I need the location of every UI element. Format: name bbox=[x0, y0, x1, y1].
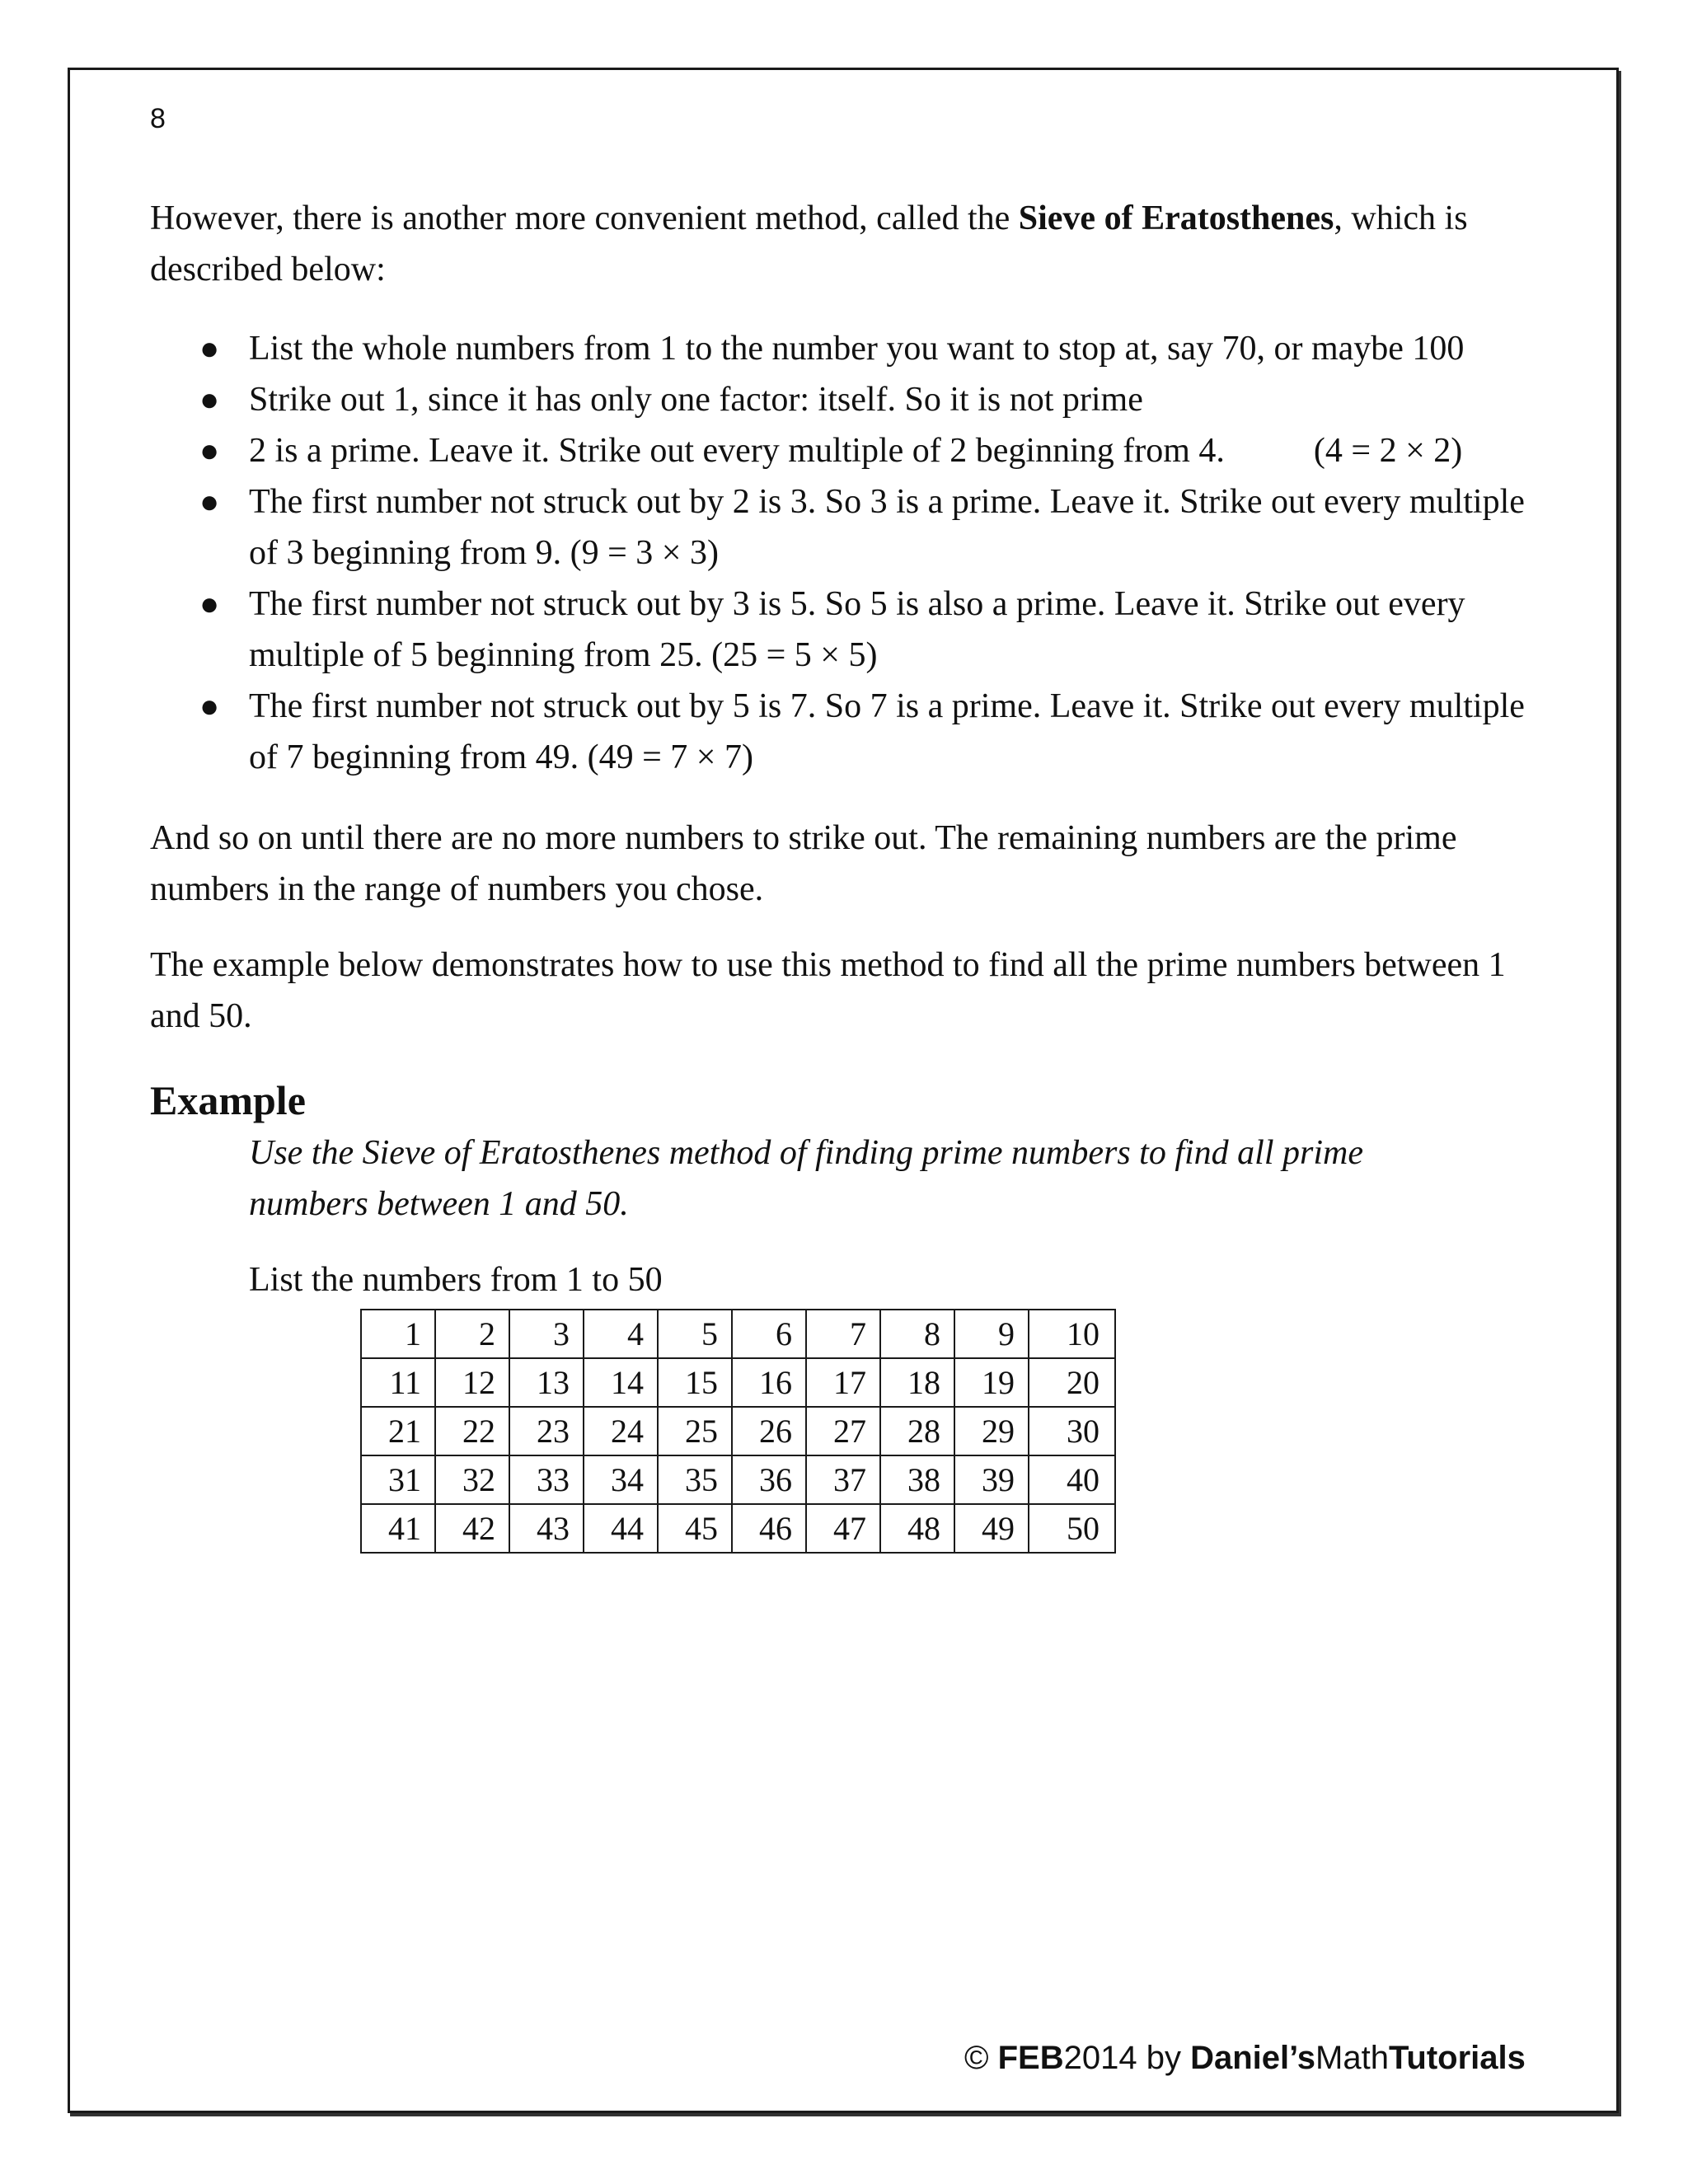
table-row bbox=[361, 1358, 1115, 1407]
footer-by: by bbox=[1146, 2040, 1181, 2076]
grid-cell: 31 bbox=[361, 1455, 435, 1504]
bullet-icon: ● bbox=[199, 687, 220, 724]
grid-cell: 22 bbox=[435, 1407, 509, 1455]
grid-cell: 45 bbox=[658, 1504, 732, 1553]
grid-cell: 47 bbox=[806, 1504, 880, 1553]
bullet-icon: ● bbox=[199, 432, 220, 469]
step-text: The first number not struck out by 2 is 3. So 3 is a prime. Leave it. Strike out every multiple of 3 beginning from 9. (9 = 3 × 3) bbox=[249, 483, 1525, 572]
list-item bbox=[150, 374, 1543, 425]
grid-cell: 25 bbox=[658, 1407, 732, 1455]
list-item bbox=[150, 425, 1543, 476]
bullet-icon: ● bbox=[199, 381, 220, 418]
grid-cell: 32 bbox=[435, 1455, 509, 1504]
grid-cell: 18 bbox=[880, 1358, 954, 1407]
footer-year: 2014 bbox=[1063, 2040, 1137, 2076]
list-item bbox=[150, 476, 1543, 579]
step-3-equation: (4 = 2 × 2) bbox=[1313, 432, 1463, 470]
table-row bbox=[361, 1407, 1115, 1455]
list-item bbox=[150, 681, 1543, 783]
method-steps-list bbox=[150, 323, 1543, 783]
grid-cell: 50 bbox=[1029, 1504, 1115, 1553]
grid-cell: 37 bbox=[806, 1455, 880, 1504]
copyright-footer bbox=[964, 2037, 1526, 2079]
grid-cell: 24 bbox=[584, 1407, 658, 1455]
grid-cell: 9 bbox=[954, 1310, 1029, 1358]
grid-cell: 34 bbox=[584, 1455, 658, 1504]
grid-cell: 38 bbox=[880, 1455, 954, 1504]
step-text: Strike out 1, since it has only one factor: itself. So it is not prime bbox=[249, 381, 1143, 419]
grid-cell: 12 bbox=[435, 1358, 509, 1407]
step-text: List the whole numbers from 1 to the number you want to stop at, say 70, or maybe 100 bbox=[249, 330, 1465, 368]
grid-cell: 4 bbox=[584, 1310, 658, 1358]
grid-cell: 46 bbox=[732, 1504, 806, 1553]
list-item bbox=[150, 579, 1543, 681]
bullet-icon: ● bbox=[199, 585, 220, 622]
grid-cell: 43 bbox=[509, 1504, 584, 1553]
example-prompt: Use the Sieve of Eratosthenes method of finding prime numbers to find all prime numbers between 1 and 50. bbox=[249, 1134, 1363, 1223]
grid-cell: 13 bbox=[509, 1358, 584, 1407]
step-text bbox=[249, 425, 1543, 476]
grid-cell: 29 bbox=[954, 1407, 1029, 1455]
grid-cell: 1 bbox=[361, 1310, 435, 1358]
list-label: List the numbers from 1 to 50 bbox=[249, 1261, 663, 1299]
grid-cell: 16 bbox=[732, 1358, 806, 1407]
grid-cell: 10 bbox=[1029, 1310, 1115, 1358]
grid-cell: 21 bbox=[361, 1407, 435, 1455]
copyright-icon: © bbox=[964, 2040, 989, 2076]
list-item bbox=[150, 323, 1543, 374]
footer-author: Daniel’s bbox=[1190, 2040, 1316, 2076]
grid-cell: 11 bbox=[361, 1358, 435, 1407]
grid-cell: 30 bbox=[1029, 1407, 1115, 1455]
grid-cell: 8 bbox=[880, 1310, 954, 1358]
grid-cell: 35 bbox=[658, 1455, 732, 1504]
example-heading: Example bbox=[150, 1077, 306, 1123]
grid-cell: 6 bbox=[732, 1310, 806, 1358]
grid-cell: 44 bbox=[584, 1504, 658, 1553]
grid-cell: 42 bbox=[435, 1504, 509, 1553]
grid-cell: 27 bbox=[806, 1407, 880, 1455]
table-row bbox=[361, 1504, 1115, 1553]
example-intro-paragraph: The example below demonstrates how to use this method to find all the prime numbers between 1 and 50. bbox=[150, 946, 1506, 1035]
grid-cell: 28 bbox=[880, 1407, 954, 1455]
grid-cell: 26 bbox=[732, 1407, 806, 1455]
bullet-icon: ● bbox=[199, 483, 220, 520]
step-text: The first number not struck out by 5 is 7. So 7 is a prime. Leave it. Strike out every multiple of 7 beginning from 49. (49 = 7 × 7) bbox=[249, 687, 1525, 776]
method-name: Sieve of Eratosthenes bbox=[1018, 199, 1334, 237]
grid-cell: 49 bbox=[954, 1504, 1029, 1553]
page-content bbox=[150, 193, 1543, 1554]
grid-cell: 23 bbox=[509, 1407, 584, 1455]
table-row bbox=[361, 1455, 1115, 1504]
grid-cell: 3 bbox=[509, 1310, 584, 1358]
grid-cell: 48 bbox=[880, 1504, 954, 1553]
numbers-grid bbox=[360, 1309, 1116, 1554]
grid-cell: 5 bbox=[658, 1310, 732, 1358]
grid-cell: 14 bbox=[584, 1358, 658, 1407]
intro-text-before: However, there is another more convenient method, called the bbox=[150, 199, 1019, 237]
footer-math: Math bbox=[1315, 2040, 1389, 2076]
grid-cell: 7 bbox=[806, 1310, 880, 1358]
grid-cell: 36 bbox=[732, 1455, 806, 1504]
grid-cell: 20 bbox=[1029, 1358, 1115, 1407]
step-text: The first number not struck out by 3 is 5. So 5 is also a prime. Leave it. Strike out every multiple of 5 beginning from 25. (25 = 5 × 5) bbox=[249, 585, 1465, 674]
grid-cell: 40 bbox=[1029, 1455, 1115, 1504]
grid-cell: 15 bbox=[658, 1358, 732, 1407]
grid-cell: 41 bbox=[361, 1504, 435, 1553]
footer-month: FEB bbox=[997, 2040, 1064, 2076]
grid-cell: 17 bbox=[806, 1358, 880, 1407]
bullet-icon: ● bbox=[199, 330, 220, 367]
table-row bbox=[361, 1310, 1115, 1358]
intro-text-after: , which is described below: bbox=[150, 199, 1468, 288]
grid-cell: 33 bbox=[509, 1455, 584, 1504]
grid-cell: 19 bbox=[954, 1358, 1029, 1407]
page-number: 8 bbox=[150, 103, 166, 134]
footer-tutorials: Tutorials bbox=[1388, 2040, 1526, 2076]
step-3-text: 2 is a prime. Leave it. Strike out every multiple of 2 beginning from 4. bbox=[249, 432, 1225, 470]
grid-cell: 39 bbox=[954, 1455, 1029, 1504]
remaining-primes-paragraph: And so on until there are no more numbers to strike out. The remaining numbers are the prime numbers in the range of numbers you chose. bbox=[150, 819, 1457, 908]
intro-paragraph bbox=[150, 193, 1543, 295]
grid-cell: 2 bbox=[435, 1310, 509, 1358]
